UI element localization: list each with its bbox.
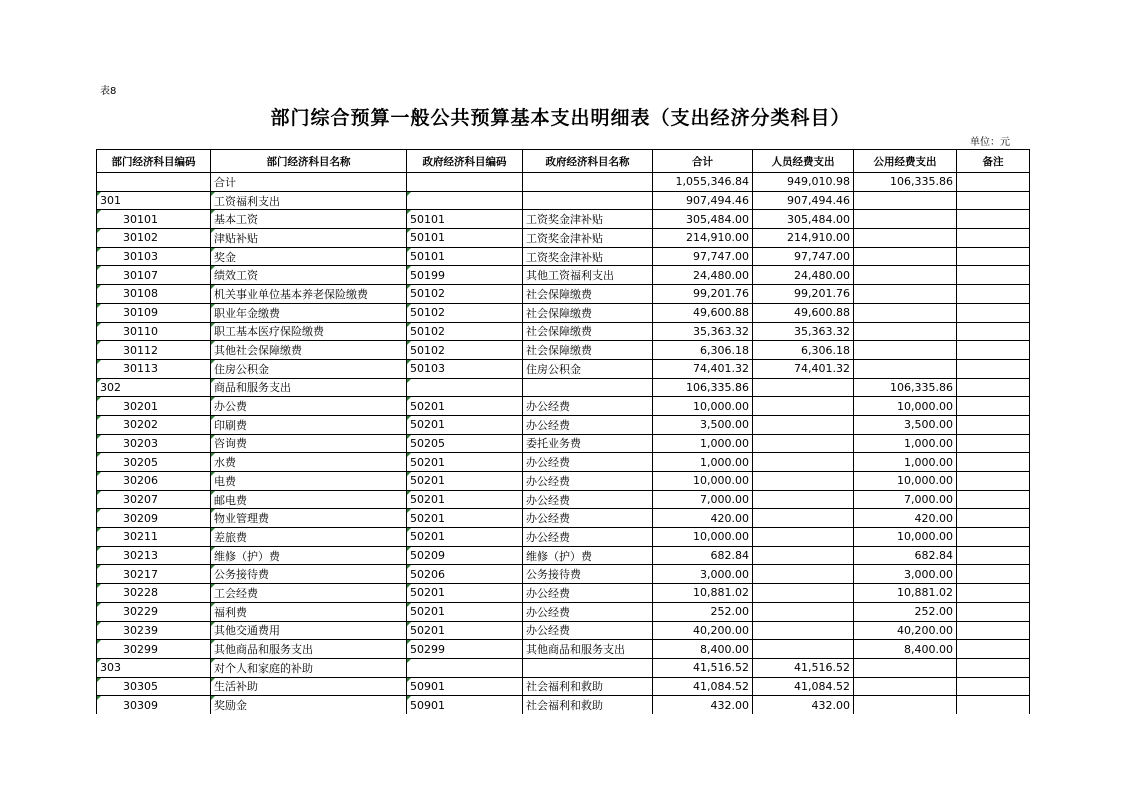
cell-gov-name: 维修（护）费 xyxy=(523,546,653,565)
cell-gov-name: 办公经费 xyxy=(523,453,653,472)
table-row xyxy=(97,322,1030,341)
cell-gov-name xyxy=(523,173,653,192)
cell-note xyxy=(957,415,1030,434)
cell-note xyxy=(957,602,1030,621)
header-total: 合计 xyxy=(653,150,753,173)
cell-note xyxy=(957,397,1030,416)
cell-note xyxy=(957,621,1030,640)
table-row xyxy=(97,359,1030,378)
cell-gov-code: 50201 xyxy=(407,472,523,491)
table-row xyxy=(97,285,1030,304)
cell-gov-code: 50201 xyxy=(407,602,523,621)
cell-public: 40,200.00 xyxy=(854,621,957,640)
cell-public: 10,881.02 xyxy=(854,584,957,603)
cell-personnel xyxy=(753,602,854,621)
cell-personnel: 41,084.52 xyxy=(753,677,854,696)
cell-dept-code: 30109 xyxy=(97,303,211,322)
cell-gov-name: 办公经费 xyxy=(523,397,653,416)
cell-personnel: 99,201.76 xyxy=(753,285,854,304)
cell-total: 10,000.00 xyxy=(653,528,753,547)
cell-total: 214,910.00 xyxy=(653,229,753,248)
cell-dept-name: 差旅费 xyxy=(211,528,407,547)
cell-dept-name: 津贴补贴 xyxy=(211,229,407,248)
table-row xyxy=(97,397,1030,416)
cell-dept-name: 职工基本医疗保险缴费 xyxy=(211,322,407,341)
cell-dept-name: 基本工资 xyxy=(211,210,407,229)
cell-personnel: 949,010.98 xyxy=(753,173,854,192)
cell-dept-code: 30206 xyxy=(97,472,211,491)
cell-gov-code: 50201 xyxy=(407,528,523,547)
cell-dept-code: 30108 xyxy=(97,285,211,304)
cell-dept-code: 30107 xyxy=(97,266,211,285)
cell-gov-code: 50201 xyxy=(407,490,523,509)
cell-dept-code: 30217 xyxy=(97,565,211,584)
cell-gov-name: 社会保障缴费 xyxy=(523,322,653,341)
cell-note xyxy=(957,303,1030,322)
cell-personnel xyxy=(753,640,854,659)
cell-personnel: 24,480.00 xyxy=(753,266,854,285)
cell-dept-code: 30207 xyxy=(97,490,211,509)
cell-public xyxy=(854,247,957,266)
cell-public: 7,000.00 xyxy=(854,490,957,509)
table-row xyxy=(97,191,1030,210)
cell-note xyxy=(957,378,1030,397)
cell-gov-name xyxy=(523,191,653,210)
cell-total: 8,400.00 xyxy=(653,640,753,659)
cell-gov-code: 50101 xyxy=(407,247,523,266)
cell-note xyxy=(957,434,1030,453)
cell-note xyxy=(957,210,1030,229)
cell-dept-name: 咨询费 xyxy=(211,434,407,453)
cell-total: 3,500.00 xyxy=(653,415,753,434)
cell-dept-name: 生活补助 xyxy=(211,677,407,696)
page-title: 部门综合预算一般公共预算基本支出明细表（支出经济分类科目） xyxy=(270,107,851,129)
cell-note xyxy=(957,546,1030,565)
table-row xyxy=(97,696,1030,714)
cell-gov-name: 办公经费 xyxy=(523,621,653,640)
cell-total: 305,484.00 xyxy=(653,210,753,229)
cell-total: 1,000.00 xyxy=(653,434,753,453)
cell-note xyxy=(957,696,1030,714)
cell-dept-name: 维修（护）费 xyxy=(211,546,407,565)
cell-personnel: 97,747.00 xyxy=(753,247,854,266)
cell-dept-name: 奖金 xyxy=(211,247,407,266)
cell-note xyxy=(957,341,1030,360)
cell-dept-name: 邮电费 xyxy=(211,490,407,509)
cell-dept-name: 工资福利支出 xyxy=(211,191,407,210)
cell-total: 41,084.52 xyxy=(653,677,753,696)
cell-dept-name: 奖励金 xyxy=(211,696,407,714)
cell-personnel xyxy=(753,584,854,603)
cell-total: 10,881.02 xyxy=(653,584,753,603)
cell-dept-name: 物业管理费 xyxy=(211,509,407,528)
table-row xyxy=(97,173,1030,192)
cell-gov-name xyxy=(523,658,653,677)
cell-public xyxy=(854,210,957,229)
table-row xyxy=(97,247,1030,266)
cell-personnel xyxy=(753,378,854,397)
cell-total: 682.84 xyxy=(653,546,753,565)
cell-note xyxy=(957,359,1030,378)
cell-public: 252.00 xyxy=(854,602,957,621)
cell-dept-name: 其他交通费用 xyxy=(211,621,407,640)
header-gov-code: 政府经济科目编码 xyxy=(407,150,523,173)
cell-gov-name xyxy=(523,378,653,397)
cell-public: 10,000.00 xyxy=(854,397,957,416)
header-dept-name: 部门经济科目名称 xyxy=(211,150,407,173)
table-number: 表8 xyxy=(100,86,117,97)
cell-gov-name: 工资奖金津补贴 xyxy=(523,247,653,266)
cell-public xyxy=(854,322,957,341)
table-row xyxy=(97,303,1030,322)
table-body xyxy=(97,173,1030,714)
cell-public: 420.00 xyxy=(854,509,957,528)
cell-dept-name: 合计 xyxy=(211,173,407,192)
cell-public: 8,400.00 xyxy=(854,640,957,659)
table-row xyxy=(97,602,1030,621)
cell-total: 420.00 xyxy=(653,509,753,528)
cell-dept-code: 30305 xyxy=(97,677,211,696)
cell-gov-code: 50201 xyxy=(407,621,523,640)
cell-personnel xyxy=(753,509,854,528)
cell-gov-code: 50102 xyxy=(407,322,523,341)
cell-note xyxy=(957,584,1030,603)
cell-gov-code: 50299 xyxy=(407,640,523,659)
table-row xyxy=(97,528,1030,547)
cell-gov-name: 委托业务费 xyxy=(523,434,653,453)
cell-public xyxy=(854,266,957,285)
cell-dept-code: 301 xyxy=(97,191,211,210)
cell-dept-name: 电费 xyxy=(211,472,407,491)
cell-gov-code: 50201 xyxy=(407,509,523,528)
cell-public xyxy=(854,341,957,360)
cell-personnel: 35,363.32 xyxy=(753,322,854,341)
cell-note xyxy=(957,677,1030,696)
cell-dept-code: 30211 xyxy=(97,528,211,547)
cell-personnel xyxy=(753,415,854,434)
cell-gov-name: 办公经费 xyxy=(523,584,653,603)
cell-dept-code xyxy=(97,173,211,192)
cell-dept-code: 30309 xyxy=(97,696,211,714)
cell-total: 1,000.00 xyxy=(653,453,753,472)
cell-dept-name: 福利费 xyxy=(211,602,407,621)
cell-public: 3,000.00 xyxy=(854,565,957,584)
cell-note xyxy=(957,285,1030,304)
cell-personnel: 41,516.52 xyxy=(753,658,854,677)
cell-note xyxy=(957,472,1030,491)
cell-dept-code: 30103 xyxy=(97,247,211,266)
cell-dept-name: 绩效工资 xyxy=(211,266,407,285)
table-row xyxy=(97,677,1030,696)
cell-gov-code: 50102 xyxy=(407,303,523,322)
cell-dept-code: 30110 xyxy=(97,322,211,341)
table-row xyxy=(97,621,1030,640)
table-row xyxy=(97,472,1030,491)
cell-dept-code: 30112 xyxy=(97,341,211,360)
cell-personnel: 214,910.00 xyxy=(753,229,854,248)
cell-gov-name: 社会保障缴费 xyxy=(523,341,653,360)
cell-dept-name: 职业年金缴费 xyxy=(211,303,407,322)
cell-dept-name: 印刷费 xyxy=(211,415,407,434)
cell-dept-code: 30228 xyxy=(97,584,211,603)
cell-dept-code: 30229 xyxy=(97,602,211,621)
cell-total: 1,055,346.84 xyxy=(653,173,753,192)
cell-public: 106,335.86 xyxy=(854,378,957,397)
table-row xyxy=(97,266,1030,285)
cell-total: 252.00 xyxy=(653,602,753,621)
cell-dept-code: 30113 xyxy=(97,359,211,378)
cell-gov-code xyxy=(407,658,523,677)
cell-note xyxy=(957,266,1030,285)
table-row xyxy=(97,453,1030,472)
cell-dept-code: 30201 xyxy=(97,397,211,416)
cell-note xyxy=(957,565,1030,584)
cell-dept-code: 30209 xyxy=(97,509,211,528)
cell-personnel: 432.00 xyxy=(753,696,854,714)
cell-personnel xyxy=(753,528,854,547)
header-note: 备注 xyxy=(957,150,1030,173)
cell-personnel: 74,401.32 xyxy=(753,359,854,378)
cell-public: 106,335.86 xyxy=(854,173,957,192)
cell-personnel xyxy=(753,621,854,640)
table-row xyxy=(97,229,1030,248)
cell-note xyxy=(957,640,1030,659)
table-row xyxy=(97,584,1030,603)
cell-dept-name: 工会经费 xyxy=(211,584,407,603)
cell-personnel: 305,484.00 xyxy=(753,210,854,229)
cell-public: 682.84 xyxy=(854,546,957,565)
cell-dept-name: 办公费 xyxy=(211,397,407,416)
cell-gov-code: 50102 xyxy=(407,285,523,304)
cell-dept-name: 公务接待费 xyxy=(211,565,407,584)
cell-gov-name: 社会福利和救助 xyxy=(523,677,653,696)
cell-gov-name: 工资奖金津补贴 xyxy=(523,210,653,229)
cell-total: 24,480.00 xyxy=(653,266,753,285)
cell-gov-code: 50201 xyxy=(407,415,523,434)
cell-total: 10,000.00 xyxy=(653,472,753,491)
cell-gov-code: 50199 xyxy=(407,266,523,285)
cell-personnel xyxy=(753,546,854,565)
cell-gov-name: 办公经费 xyxy=(523,602,653,621)
table-row xyxy=(97,210,1030,229)
cell-public: 1,000.00 xyxy=(854,453,957,472)
cell-gov-code: 50103 xyxy=(407,359,523,378)
table-row xyxy=(97,378,1030,397)
cell-total: 7,000.00 xyxy=(653,490,753,509)
cell-gov-code: 50101 xyxy=(407,229,523,248)
cell-gov-code: 50209 xyxy=(407,546,523,565)
cell-dept-name: 机关事业单位基本养老保险缴费 xyxy=(211,285,407,304)
table-row xyxy=(97,434,1030,453)
unit-label: 单位：元 xyxy=(970,137,1010,148)
cell-total: 6,306.18 xyxy=(653,341,753,360)
cell-gov-code: 50201 xyxy=(407,397,523,416)
cell-dept-code: 30203 xyxy=(97,434,211,453)
cell-dept-code: 30202 xyxy=(97,415,211,434)
cell-public xyxy=(854,303,957,322)
cell-note xyxy=(957,322,1030,341)
table-row xyxy=(97,640,1030,659)
cell-note xyxy=(957,191,1030,210)
cell-personnel: 907,494.46 xyxy=(753,191,854,210)
cell-personnel xyxy=(753,397,854,416)
cell-public xyxy=(854,229,957,248)
cell-personnel xyxy=(753,490,854,509)
cell-dept-name: 其他商品和服务支出 xyxy=(211,640,407,659)
cell-personnel xyxy=(753,434,854,453)
cell-note xyxy=(957,528,1030,547)
cell-gov-code: 50201 xyxy=(407,584,523,603)
cell-note xyxy=(957,173,1030,192)
cell-personnel xyxy=(753,565,854,584)
cell-gov-name: 社会保障缴费 xyxy=(523,285,653,304)
cell-gov-code xyxy=(407,173,523,192)
cell-dept-code: 30101 xyxy=(97,210,211,229)
cell-dept-code: 303 xyxy=(97,658,211,677)
cell-note xyxy=(957,509,1030,528)
table-row xyxy=(97,565,1030,584)
cell-gov-name: 其他工资福利支出 xyxy=(523,266,653,285)
cell-dept-name: 商品和服务支出 xyxy=(211,378,407,397)
cell-public xyxy=(854,658,957,677)
cell-dept-name: 住房公积金 xyxy=(211,359,407,378)
cell-gov-code: 50102 xyxy=(407,341,523,360)
cell-total: 97,747.00 xyxy=(653,247,753,266)
table-row xyxy=(97,509,1030,528)
table-header-row xyxy=(97,150,1030,173)
header-dept-code: 部门经济科目编码 xyxy=(97,150,211,173)
cell-gov-code xyxy=(407,191,523,210)
cell-gov-name: 办公经费 xyxy=(523,509,653,528)
cell-note xyxy=(957,490,1030,509)
cell-dept-name: 对个人和家庭的补助 xyxy=(211,658,407,677)
cell-public: 10,000.00 xyxy=(854,528,957,547)
cell-gov-code: 50101 xyxy=(407,210,523,229)
cell-gov-name: 工资奖金津补贴 xyxy=(523,229,653,248)
cell-gov-code: 50901 xyxy=(407,677,523,696)
cell-dept-name: 其他社会保障缴费 xyxy=(211,341,407,360)
table-row xyxy=(97,490,1030,509)
cell-total: 40,200.00 xyxy=(653,621,753,640)
cell-gov-name: 公务接待费 xyxy=(523,565,653,584)
table-row xyxy=(97,546,1030,565)
cell-personnel xyxy=(753,453,854,472)
cell-gov-code: 50205 xyxy=(407,434,523,453)
cell-personnel: 6,306.18 xyxy=(753,341,854,360)
table-row xyxy=(97,658,1030,677)
cell-note xyxy=(957,453,1030,472)
cell-dept-code: 30213 xyxy=(97,546,211,565)
cell-public xyxy=(854,696,957,714)
cell-total: 3,000.00 xyxy=(653,565,753,584)
cell-note xyxy=(957,229,1030,248)
header-gov-name: 政府经济科目名称 xyxy=(523,150,653,173)
cell-dept-code: 30299 xyxy=(97,640,211,659)
cell-gov-name: 社会福利和救助 xyxy=(523,696,653,714)
cell-total: 41,516.52 xyxy=(653,658,753,677)
cell-gov-code: 50901 xyxy=(407,696,523,714)
cell-gov-name: 办公经费 xyxy=(523,472,653,491)
cell-total: 35,363.32 xyxy=(653,322,753,341)
cell-total: 74,401.32 xyxy=(653,359,753,378)
cell-public: 3,500.00 xyxy=(854,415,957,434)
cell-personnel xyxy=(753,472,854,491)
cell-gov-code: 50201 xyxy=(407,453,523,472)
cell-total: 907,494.46 xyxy=(653,191,753,210)
header-public: 公用经费支出 xyxy=(854,150,957,173)
cell-total: 49,600.88 xyxy=(653,303,753,322)
cell-gov-code: 50206 xyxy=(407,565,523,584)
cell-public: 10,000.00 xyxy=(854,472,957,491)
cell-dept-name: 水费 xyxy=(211,453,407,472)
cell-personnel: 49,600.88 xyxy=(753,303,854,322)
header-personnel: 人员经费支出 xyxy=(753,150,854,173)
cell-total: 99,201.76 xyxy=(653,285,753,304)
cell-gov-name: 社会保障缴费 xyxy=(523,303,653,322)
cell-note xyxy=(957,658,1030,677)
cell-gov-name: 办公经费 xyxy=(523,415,653,434)
cell-gov-code xyxy=(407,378,523,397)
budget-detail-table xyxy=(96,149,1030,714)
cell-gov-name: 办公经费 xyxy=(523,528,653,547)
cell-dept-code: 30239 xyxy=(97,621,211,640)
cell-gov-name: 其他商品和服务支出 xyxy=(523,640,653,659)
cell-public xyxy=(854,285,957,304)
cell-public xyxy=(854,359,957,378)
cell-public xyxy=(854,191,957,210)
cell-total: 106,335.86 xyxy=(653,378,753,397)
cell-gov-name: 住房公积金 xyxy=(523,359,653,378)
cell-total: 10,000.00 xyxy=(653,397,753,416)
cell-gov-name: 办公经费 xyxy=(523,490,653,509)
cell-dept-code: 30205 xyxy=(97,453,211,472)
table-row xyxy=(97,341,1030,360)
cell-dept-code: 302 xyxy=(97,378,211,397)
cell-note xyxy=(957,247,1030,266)
cell-total: 432.00 xyxy=(653,696,753,714)
cell-public: 1,000.00 xyxy=(854,434,957,453)
cell-public xyxy=(854,677,957,696)
cell-dept-code: 30102 xyxy=(97,229,211,248)
table-row xyxy=(97,415,1030,434)
